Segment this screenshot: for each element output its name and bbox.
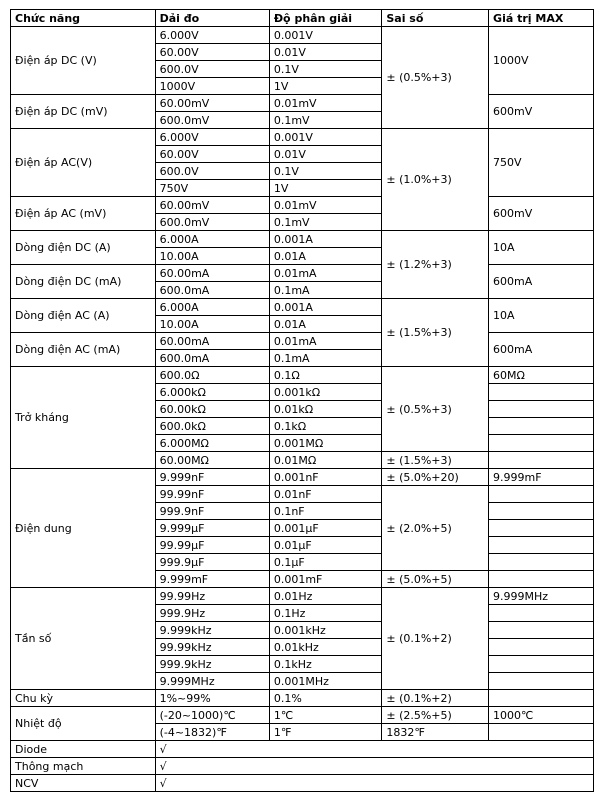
table-cell: 600mV <box>489 197 594 231</box>
table-cell: 6.000MΩ <box>155 435 269 452</box>
table-cell: 0.01kΩ <box>269 401 382 418</box>
table-cell: ± (1.5%+3) <box>382 299 489 367</box>
table-cell: 9.999MHz <box>489 588 594 605</box>
table-cell: 0.1nF <box>269 503 382 520</box>
table-cell: 0.01A <box>269 316 382 333</box>
table-cell: 600.0mV <box>155 214 269 231</box>
column-header: Giá trị MAX <box>489 10 594 27</box>
table-cell: 0.1Hz <box>269 605 382 622</box>
table-cell: 10.00A <box>155 248 269 265</box>
table-cell: 1000V <box>489 27 594 95</box>
table-cell: 600.0kΩ <box>155 418 269 435</box>
table-row <box>11 95 594 112</box>
table-cell: 0.001V <box>269 27 382 44</box>
table-cell: 1000℃ <box>489 707 594 724</box>
table-cell: 0.1kHz <box>269 656 382 673</box>
table-cell: Dòng điện AC (A) <box>11 299 156 333</box>
table-cell: Dòng điện DC (A) <box>11 231 156 265</box>
table-cell: √ <box>155 741 593 758</box>
table-cell: 0.1µF <box>269 554 382 571</box>
table-cell <box>489 656 594 673</box>
table-row <box>11 129 594 146</box>
table-cell: 0.1mV <box>269 214 382 231</box>
table-cell <box>489 503 594 520</box>
table-cell: 99.99µF <box>155 537 269 554</box>
table-cell: √ <box>155 775 593 792</box>
table-cell: 0.001A <box>269 299 382 316</box>
table-cell: 60.00V <box>155 146 269 163</box>
table-cell: ± (1.5%+3) <box>382 452 489 469</box>
table-cell: Dòng điện DC (mA) <box>11 265 156 299</box>
table-cell <box>489 673 594 690</box>
table-row <box>11 775 594 792</box>
table-cell: 0.001MΩ <box>269 435 382 452</box>
table-cell <box>489 639 594 656</box>
table-row <box>11 333 594 350</box>
table-cell: 0.01mV <box>269 95 382 112</box>
table-cell: 600.0mA <box>155 282 269 299</box>
table-row <box>11 231 594 248</box>
table-cell: 0.1V <box>269 61 382 78</box>
table-cell: 0.001nF <box>269 469 382 486</box>
table-row <box>11 299 594 316</box>
table-cell: NCV <box>11 775 156 792</box>
table-cell: ± (5.0%+20) <box>382 469 489 486</box>
table-cell <box>489 452 594 469</box>
table-cell: 600.0Ω <box>155 367 269 384</box>
column-header: Chức năng <box>11 10 156 27</box>
table-cell: 1V <box>269 78 382 95</box>
table-cell: Diode <box>11 741 156 758</box>
table-cell <box>489 605 594 622</box>
table-cell: Nhiệt độ <box>11 707 156 741</box>
table-cell: 999.9µF <box>155 554 269 571</box>
table-cell: 0.1kΩ <box>269 418 382 435</box>
table-cell: ± (1.0%+3) <box>382 129 489 231</box>
table-cell: Tần số <box>11 588 156 690</box>
table-cell <box>489 690 594 707</box>
table-cell: 750V <box>489 129 594 197</box>
table-cell: 1000V <box>155 78 269 95</box>
table-cell: 1V <box>269 180 382 197</box>
table-cell: 9.999µF <box>155 520 269 537</box>
table-cell: ± (0.5%+3) <box>382 367 489 452</box>
spec-table <box>10 9 594 792</box>
table-row <box>11 741 594 758</box>
table-cell: ± (0.1%+2) <box>382 690 489 707</box>
table-cell: 9.999nF <box>155 469 269 486</box>
table-cell: 10A <box>489 299 594 333</box>
table-cell: Điện dung <box>11 469 156 588</box>
table-row <box>11 265 594 282</box>
table-cell: (-20~1000)℃ <box>155 707 269 724</box>
table-cell: 0.1mA <box>269 350 382 367</box>
table-cell: 60.00mV <box>155 197 269 214</box>
table-cell: 6.000V <box>155 27 269 44</box>
table-cell: 0.01Hz <box>269 588 382 605</box>
table-cell: 1℉ <box>269 724 382 741</box>
table-cell <box>489 520 594 537</box>
table-cell: 9.999MHz <box>155 673 269 690</box>
table-cell: ± (5.0%+5) <box>382 571 489 588</box>
table-cell: Dòng điện AC (mA) <box>11 333 156 367</box>
table-cell: 0.001kHz <box>269 622 382 639</box>
table-cell: 6.000kΩ <box>155 384 269 401</box>
table-cell: 0.001V <box>269 129 382 146</box>
table-cell: 999.9nF <box>155 503 269 520</box>
table-row <box>11 27 594 44</box>
table-row <box>11 588 594 605</box>
table-cell: 60.00mA <box>155 265 269 282</box>
table-row <box>11 197 594 214</box>
table-cell: 6.000A <box>155 299 269 316</box>
table-cell: 0.01kHz <box>269 639 382 656</box>
table-cell: 10.00A <box>155 316 269 333</box>
table-cell: 1832℉ <box>382 724 489 741</box>
table-cell: Chu kỳ <box>11 690 156 707</box>
column-header: Độ phân giải <box>269 10 382 27</box>
table-cell: 0.01µF <box>269 537 382 554</box>
table-cell: 1℃ <box>269 707 382 724</box>
table-cell: 6.000V <box>155 129 269 146</box>
table-cell: 600.0V <box>155 163 269 180</box>
table-cell: 0.1% <box>269 690 382 707</box>
table-cell: ± (0.5%+3) <box>382 27 489 129</box>
table-cell <box>489 401 594 418</box>
table-cell: 600.0V <box>155 61 269 78</box>
table-cell <box>489 418 594 435</box>
table-cell: Thông mạch <box>11 758 156 775</box>
table-cell: 99.99kHz <box>155 639 269 656</box>
table-cell: 0.01nF <box>269 486 382 503</box>
table-cell: 0.1mV <box>269 112 382 129</box>
table-header <box>11 10 594 27</box>
table-cell <box>489 571 594 588</box>
table-cell: 999.9Hz <box>155 605 269 622</box>
table-cell: 0.01mA <box>269 265 382 282</box>
table-cell <box>489 435 594 452</box>
table-cell: 0.01mV <box>269 197 382 214</box>
table-cell <box>489 724 594 741</box>
table-cell: Điện áp AC(V) <box>11 129 156 197</box>
table-cell: ± (2.0%+5) <box>382 486 489 571</box>
table-cell: 0.01MΩ <box>269 452 382 469</box>
table-cell: Điện áp AC (mV) <box>11 197 156 231</box>
table-cell: 60.00mV <box>155 95 269 112</box>
table-cell: 0.01V <box>269 146 382 163</box>
table-cell: 9.999mF <box>155 571 269 588</box>
table-row <box>11 469 594 486</box>
table-cell: 9.999mF <box>489 469 594 486</box>
table-cell: (-4~1832)℉ <box>155 724 269 741</box>
table-cell: 0.1V <box>269 163 382 180</box>
header-row <box>11 10 594 27</box>
table-cell <box>489 486 594 503</box>
table-cell: 6.000A <box>155 231 269 248</box>
table-cell: 10A <box>489 231 594 265</box>
table-cell <box>489 384 594 401</box>
table-cell: Trở kháng <box>11 367 156 469</box>
table-cell: 0.001kΩ <box>269 384 382 401</box>
table-cell: 99.99nF <box>155 486 269 503</box>
table-cell: 60.00mA <box>155 333 269 350</box>
table-cell: 0.01V <box>269 44 382 61</box>
table-cell: 600mA <box>489 333 594 367</box>
table-cell: 600mV <box>489 95 594 129</box>
table-cell: Điện áp DC (mV) <box>11 95 156 129</box>
table-cell <box>489 537 594 554</box>
column-header: Sai số <box>382 10 489 27</box>
table-cell: Điện áp DC (V) <box>11 27 156 95</box>
table-cell: 60.00V <box>155 44 269 61</box>
table-cell: 0.001MHz <box>269 673 382 690</box>
table-cell: 600mA <box>489 265 594 299</box>
table-cell: 0.1mA <box>269 282 382 299</box>
table-row <box>11 758 594 775</box>
table-cell: 0.01mA <box>269 333 382 350</box>
table-cell: ± (0.1%+2) <box>382 588 489 690</box>
table-cell: 60.00kΩ <box>155 401 269 418</box>
table-cell: √ <box>155 758 593 775</box>
table-cell: 0.001mF <box>269 571 382 588</box>
table-cell: 600.0mV <box>155 112 269 129</box>
table-cell: 60MΩ <box>489 367 594 384</box>
column-header: Dải đo <box>155 10 269 27</box>
table-cell: 0.1Ω <box>269 367 382 384</box>
table-cell: ± (2.5%+5) <box>382 707 489 724</box>
table-row <box>11 367 594 384</box>
table-cell <box>489 622 594 639</box>
table-cell: 1%~99% <box>155 690 269 707</box>
table-cell <box>489 554 594 571</box>
table-cell: 99.99Hz <box>155 588 269 605</box>
table-cell: 0.01A <box>269 248 382 265</box>
table-row <box>11 690 594 707</box>
table-cell: 0.001µF <box>269 520 382 537</box>
table-cell: ± (1.2%+3) <box>382 231 489 299</box>
table-cell: 60.00MΩ <box>155 452 269 469</box>
table-cell: 999.9kHz <box>155 656 269 673</box>
table-row <box>11 707 594 724</box>
table-cell: 0.001A <box>269 231 382 248</box>
table-cell: 600.0mA <box>155 350 269 367</box>
table-cell: 750V <box>155 180 269 197</box>
table-cell: 9.999kHz <box>155 622 269 639</box>
table-body <box>11 27 594 792</box>
